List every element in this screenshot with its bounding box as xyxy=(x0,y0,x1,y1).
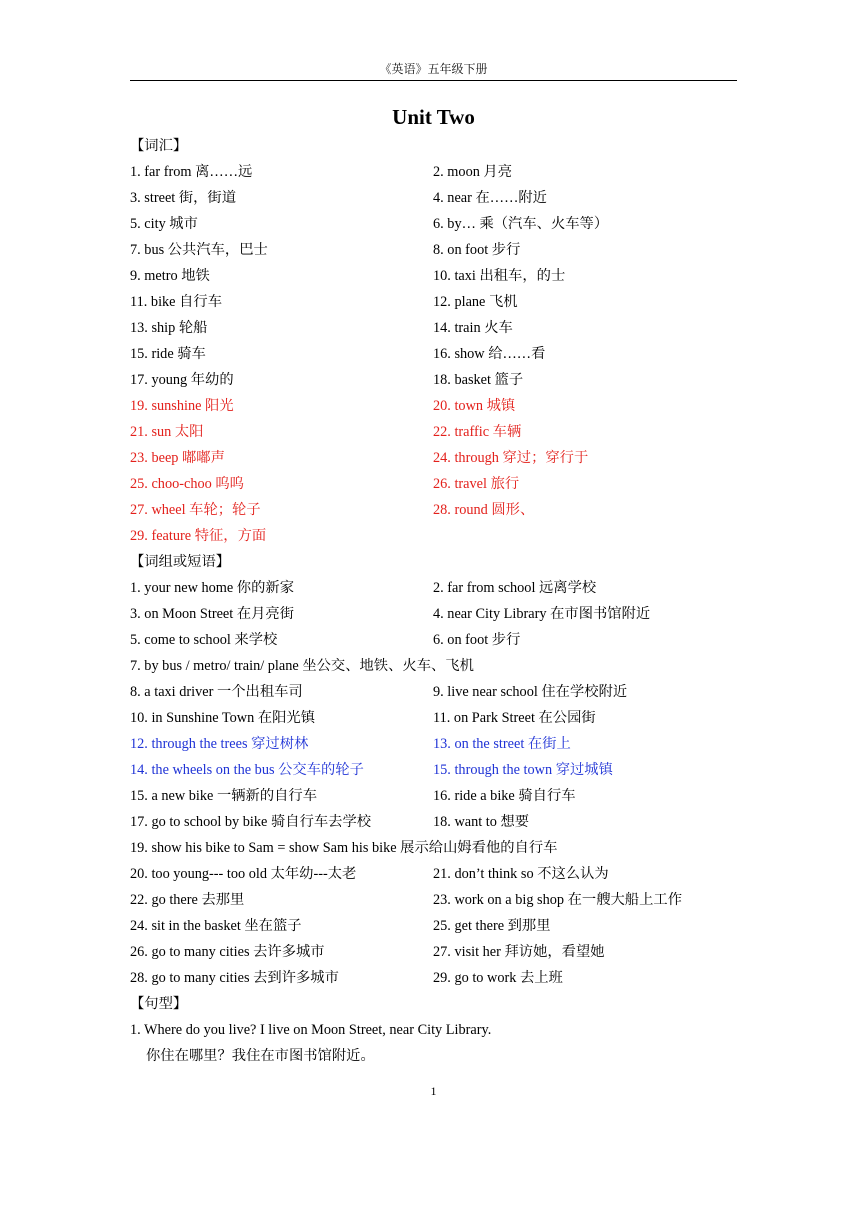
vocab-heading: 【词汇】 xyxy=(130,138,188,154)
entry-left: 7. bus 公共汽车，巴士 xyxy=(130,242,268,258)
entry-left: 13. ship 轮船 xyxy=(130,320,208,336)
vocab-row xyxy=(130,211,750,237)
entry-right: 15. through the town 穿过城镇 xyxy=(433,762,613,778)
entry-left: 11. bike 自行车 xyxy=(130,294,222,310)
entry-left: 20. too young--- too old 太年幼---太老 xyxy=(130,866,357,882)
phrases-heading: 【词组或短语】 xyxy=(130,554,231,570)
entry-left: 3. on Moon Street 在月亮街 xyxy=(130,606,295,622)
entry-left: 12. through the trees 穿过树林 xyxy=(130,736,309,752)
entry-right: 12. plane 飞机 xyxy=(433,294,518,310)
entry-right: 23. work on a big shop 在一艘大船上工作 xyxy=(433,892,682,908)
vocab-row xyxy=(130,237,750,263)
entry-right: 11. on Park Street 在公园街 xyxy=(433,710,596,726)
entry-left: 24. sit in the basket 坐在篮子 xyxy=(130,918,302,934)
vocab-row xyxy=(130,159,750,185)
entry-left: 7. by bus / metro/ train/ plane 坐公交、地铁、火车、飞机 xyxy=(130,658,474,674)
entry-right: 6. on foot 步行 xyxy=(433,632,521,648)
entry-left: 26. go to many cities 去许多城市 xyxy=(130,944,325,960)
vocab-row xyxy=(130,185,750,211)
phrase-row xyxy=(130,679,750,705)
vocab-list xyxy=(130,159,750,549)
entry-left: 14. the wheels on the bus 公交车的轮子 xyxy=(130,762,364,778)
vocab-row xyxy=(130,341,750,367)
vocab-row xyxy=(130,419,750,445)
vocab-row xyxy=(130,497,750,523)
sentence-line: 1. Where do you live? I live on Moon Street, near City Library. xyxy=(130,1022,492,1038)
entry-left: 1. far from 离……远 xyxy=(130,164,253,180)
header-rule xyxy=(130,80,737,81)
vocab-row xyxy=(130,393,750,419)
vocab-row xyxy=(130,315,750,341)
entry-right: 24. through 穿过；穿行于 xyxy=(433,450,589,466)
entry-right: 29. go to work 去上班 xyxy=(433,970,563,986)
entry-right: 25. get there 到那里 xyxy=(433,918,551,934)
sentences-heading: 【句型】 xyxy=(130,996,188,1012)
entry-left: 8. a taxi driver 一个出租车司 xyxy=(130,684,303,700)
entry-right: 28. round 圆形、 xyxy=(433,502,535,518)
entry-left: 28. go to many cities 去到许多城市 xyxy=(130,970,339,986)
entry-left: 1. your new home 你的新家 xyxy=(130,580,294,596)
entry-right: 10. taxi 出租车，的士 xyxy=(433,268,566,284)
page-number: 1 xyxy=(430,1084,437,1098)
entry-right: 4. near 在……附近 xyxy=(433,190,547,206)
entry-right: 6. by… 乘（汽车、火车等） xyxy=(433,216,609,232)
entry-left: 5. come to school 来学校 xyxy=(130,632,278,648)
phrase-row xyxy=(130,913,750,939)
vocab-row xyxy=(130,367,750,393)
running-header: 《英语》五年级下册 xyxy=(379,62,488,76)
phrase-list xyxy=(130,575,750,991)
entry-right: 27. visit her 拜访她，看望她 xyxy=(433,944,605,960)
phrase-row xyxy=(130,783,750,809)
phrase-row xyxy=(130,627,750,653)
entry-right: 4. near City Library 在市图书馆附近 xyxy=(433,606,651,622)
phrase-row xyxy=(130,887,750,913)
entry-left: 23. beep 嘟嘟声 xyxy=(130,450,225,466)
entry-right: 22. traffic 车辆 xyxy=(433,424,522,440)
entry-left: 29. feature 特征，方面 xyxy=(130,528,267,544)
entry-left: 17. young 年幼的 xyxy=(130,372,234,388)
entry-left: 19. sunshine 阳光 xyxy=(130,398,234,414)
entry-left: 10. in Sunshine Town 在阳光镇 xyxy=(130,710,316,726)
entry-right: 8. on foot 步行 xyxy=(433,242,521,258)
phrase-row xyxy=(130,601,750,627)
entry-right: 16. ride a bike 骑自行车 xyxy=(433,788,576,804)
sentence-translation: 你住在哪里？我住在市图书馆附近。 xyxy=(146,1048,375,1064)
entry-right: 26. travel 旅行 xyxy=(433,476,520,492)
document-body xyxy=(130,133,750,1069)
entry-right: 21. don’t think so 不这么认为 xyxy=(433,866,609,882)
entry-left: 21. sun 太阳 xyxy=(130,424,204,440)
entry-left: 3. street 街，街道 xyxy=(130,190,237,206)
entry-right: 18. want to 想要 xyxy=(433,814,530,830)
entry-left: 9. metro 地铁 xyxy=(130,268,210,284)
entry-right: 9. live near school 住在学校附近 xyxy=(433,684,628,700)
entry-right: 13. on the street 在街上 xyxy=(433,736,571,752)
phrase-row xyxy=(130,809,750,835)
phrase-row xyxy=(130,653,750,679)
vocab-row xyxy=(130,289,750,315)
phrase-row xyxy=(130,965,750,991)
entry-left: 25. choo-choo 呜呜 xyxy=(130,476,244,492)
entry-right: 2. moon 月亮 xyxy=(433,164,513,180)
entry-left: 22. go there 去那里 xyxy=(130,892,245,908)
entry-left: 27. wheel 车轮；轮子 xyxy=(130,502,261,518)
entry-right: 2. far from school 远离学校 xyxy=(433,580,597,596)
vocab-row xyxy=(130,263,750,289)
entry-right: 16. show 给……看 xyxy=(433,346,546,362)
vocab-row xyxy=(130,523,750,549)
phrase-row xyxy=(130,757,750,783)
vocab-row xyxy=(130,471,750,497)
vocab-row xyxy=(130,445,750,471)
entry-left: 5. city 城市 xyxy=(130,216,198,232)
phrase-row xyxy=(130,939,750,965)
entry-left: 15. a new bike 一辆新的自行车 xyxy=(130,788,318,804)
phrase-row xyxy=(130,835,750,861)
phrase-row xyxy=(130,861,750,887)
entry-left: 19. show his bike to Sam = show Sam his bike 展示给山姆看他的自行车 xyxy=(130,840,558,856)
phrase-row xyxy=(130,705,750,731)
entry-left: 17. go to school by bike 骑自行车去学校 xyxy=(130,814,372,830)
page-title: Unit Two xyxy=(392,105,475,129)
entry-right: 14. train 火车 xyxy=(433,320,513,336)
phrase-row xyxy=(130,731,750,757)
entry-right: 18. basket 篮子 xyxy=(433,372,524,388)
entry-right: 20. town 城镇 xyxy=(433,398,516,414)
phrase-row xyxy=(130,575,750,601)
entry-left: 15. ride 骑车 xyxy=(130,346,206,362)
